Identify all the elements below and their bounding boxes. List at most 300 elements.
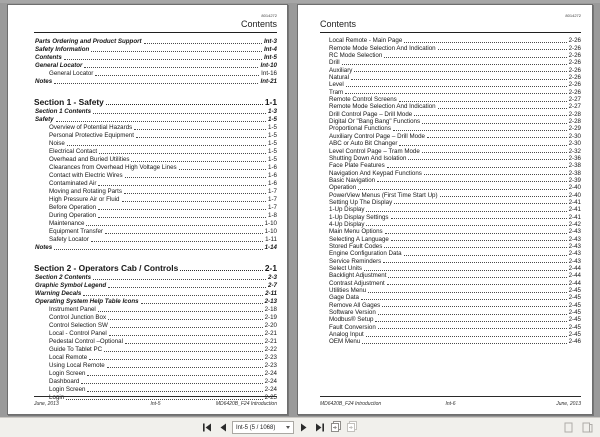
toc-entry-label: Pedestal Control –Optional bbox=[49, 338, 123, 345]
dot-leader bbox=[54, 249, 262, 250]
page-title-right: Contents bbox=[320, 19, 357, 29]
dot-leader bbox=[91, 241, 263, 242]
toc-row[interactable] bbox=[320, 184, 581, 191]
toc-entry-label: Login bbox=[49, 394, 65, 401]
toc-row[interactable] bbox=[320, 66, 581, 73]
toc-entry-page: 1-5 bbox=[268, 132, 277, 139]
toc-row[interactable] bbox=[320, 191, 581, 198]
dot-leader bbox=[107, 367, 263, 368]
footer-doc-title: MD6420B_F24 Introduction bbox=[215, 401, 277, 407]
toc-row[interactable] bbox=[320, 132, 581, 139]
toc-row[interactable] bbox=[34, 361, 277, 369]
toc-row[interactable] bbox=[320, 331, 581, 338]
toc-entry-label: Moving and Rotating Parts bbox=[49, 188, 122, 195]
toc-entry-label: Auxiliary bbox=[329, 66, 353, 74]
dot-leader bbox=[98, 185, 266, 186]
toc-row[interactable] bbox=[34, 139, 277, 147]
toc-entry-page: 2-45 bbox=[568, 287, 581, 295]
toc-entry-label: Remote Mode Selection And Indication bbox=[329, 103, 436, 111]
toc-entry-label: Navigation And Keypad Functions bbox=[329, 169, 422, 177]
footer-date: June, 2013 bbox=[34, 401, 59, 407]
toc-row[interactable] bbox=[34, 171, 277, 179]
toc-row[interactable] bbox=[320, 323, 581, 330]
toc-row[interactable] bbox=[320, 147, 581, 154]
toc-entry-label: Level Control Page – Tram Mode bbox=[329, 147, 420, 155]
toc-row[interactable] bbox=[34, 163, 277, 171]
toc-entry-page: 2-45 bbox=[568, 294, 581, 302]
toc-row[interactable] bbox=[320, 125, 581, 132]
toc-entry-label: Local Remote bbox=[49, 354, 88, 361]
toc-entry-page: 2-43 bbox=[568, 257, 581, 265]
page-footer-left bbox=[34, 396, 277, 407]
toc-entry-page: 1-7 bbox=[268, 204, 277, 211]
dot-leader bbox=[382, 306, 566, 307]
toc-row[interactable] bbox=[320, 228, 581, 235]
toc-entry-label: Contrast Adjustment bbox=[329, 279, 385, 287]
toc-row[interactable] bbox=[320, 74, 581, 81]
toc-entry-page: 2-23 bbox=[264, 354, 277, 361]
toc-entry-label: Contact with Electric Wires bbox=[49, 172, 123, 179]
toc-entry-page: 1-1 bbox=[264, 97, 277, 107]
toc-row[interactable] bbox=[34, 115, 277, 123]
dot-leader bbox=[399, 145, 566, 146]
dot-leader bbox=[141, 303, 263, 304]
dot-leader bbox=[67, 145, 266, 146]
dot-leader bbox=[134, 129, 266, 130]
dot-leader bbox=[87, 375, 262, 376]
toc-row[interactable] bbox=[320, 103, 581, 110]
next-view-icon bbox=[346, 420, 358, 435]
dot-leader bbox=[385, 233, 567, 234]
next-page-icon bbox=[300, 420, 308, 435]
toc-row[interactable] bbox=[34, 251, 277, 256]
next-view-button[interactable] bbox=[345, 421, 358, 434]
toc-row[interactable] bbox=[34, 147, 277, 155]
toc-entry-label: Notes bbox=[35, 78, 53, 85]
toc-row[interactable] bbox=[320, 52, 581, 59]
previous-view-icon bbox=[330, 420, 342, 435]
toc-row[interactable] bbox=[34, 321, 277, 329]
toc-entry-label: ABC or Auto Bit Changer bbox=[329, 140, 398, 148]
toc-entry-page: 2-40 bbox=[568, 191, 581, 199]
toc-row[interactable] bbox=[320, 118, 581, 125]
toc-entry-label: Auxiliary Control Page – Drill Mode bbox=[329, 132, 425, 140]
dot-leader bbox=[104, 351, 263, 352]
toc-row[interactable] bbox=[320, 287, 581, 294]
document-page-right bbox=[297, 4, 593, 415]
toc-entry-label: During Operation bbox=[49, 212, 97, 219]
dot-leader bbox=[83, 295, 263, 296]
dot-leader bbox=[378, 328, 567, 329]
dot-leader bbox=[364, 270, 567, 271]
dot-leader bbox=[399, 101, 567, 102]
toc-entry-label: Remote Control Screens bbox=[329, 96, 397, 104]
toc-row[interactable] bbox=[34, 369, 277, 377]
toc-row[interactable] bbox=[320, 221, 581, 228]
toc-entry-page: 2-38 bbox=[568, 169, 581, 177]
last-page-button[interactable] bbox=[313, 421, 326, 434]
dot-leader bbox=[391, 218, 567, 219]
toc-entry-page: Int-4 bbox=[263, 46, 277, 53]
toc-row[interactable] bbox=[320, 257, 581, 264]
toc-row[interactable] bbox=[34, 195, 277, 203]
toc-entry-label: Parts Ordering and Product Support bbox=[35, 38, 142, 45]
toc-row[interactable] bbox=[320, 309, 581, 316]
toc-entry-label: Overview of Potential Hazards bbox=[49, 124, 133, 131]
toc-entry-page: 2-19 bbox=[264, 314, 277, 321]
toc-row[interactable] bbox=[320, 199, 581, 206]
dot-leader bbox=[125, 343, 263, 344]
toc-list-right bbox=[320, 37, 581, 345]
toc-entry-label: Notes bbox=[35, 244, 53, 251]
toc-entry-label: 4-Up Display bbox=[329, 220, 365, 228]
chevron-down-icon bbox=[286, 426, 290, 429]
toc-entry-label: Backlight Adjustment bbox=[329, 272, 387, 280]
toc-entry-page: 2-22 bbox=[264, 346, 277, 353]
dot-leader bbox=[414, 115, 566, 116]
toc-row[interactable] bbox=[320, 88, 581, 95]
toc-entry-page: 1-5 bbox=[268, 156, 277, 163]
dot-leader bbox=[366, 336, 567, 337]
toc-row[interactable] bbox=[34, 37, 277, 45]
toc-entry-label: Instrument Panel bbox=[49, 306, 96, 313]
dot-leader bbox=[106, 104, 263, 105]
toc-entry-label: Analog Input bbox=[329, 331, 364, 339]
toc-entry-label: Service Reminders bbox=[329, 257, 382, 265]
toc-entry-page: 1-10 bbox=[264, 220, 277, 227]
toc-entry-page: 2-7 bbox=[268, 282, 277, 289]
toc-entry-label: Stored Fault Codes bbox=[329, 242, 383, 250]
toc-row[interactable] bbox=[34, 273, 277, 281]
facing-pages-layout-button[interactable] bbox=[581, 422, 594, 435]
dot-leader bbox=[383, 262, 566, 263]
toc-row[interactable] bbox=[34, 353, 277, 361]
previous-page-button[interactable] bbox=[216, 421, 229, 434]
toc-entry-page: Int-3 bbox=[263, 38, 277, 45]
dot-leader bbox=[180, 270, 263, 271]
dot-leader bbox=[358, 189, 566, 190]
toc-entry-label: Fault Conversion bbox=[329, 323, 376, 331]
toc-entry-label: 1-Up Display Settings bbox=[329, 213, 389, 221]
toc-row[interactable] bbox=[320, 301, 581, 308]
dot-leader bbox=[354, 71, 566, 72]
toc-entry-page: 2-45 bbox=[568, 309, 581, 317]
toc-entry-label: Control Junction Box bbox=[49, 314, 107, 321]
toc-entry-label: Local - Control Panel bbox=[49, 330, 107, 337]
toc-entry-page: 2-11 bbox=[265, 290, 277, 297]
toc-row[interactable] bbox=[320, 140, 581, 147]
toc-row[interactable] bbox=[34, 61, 277, 69]
page-footer-right bbox=[320, 396, 581, 407]
toc-entry-label: PowerView Menus (First Time Start Up) bbox=[329, 191, 438, 199]
toc-entry-label: Safety Locator bbox=[49, 236, 89, 243]
dot-leader bbox=[81, 383, 262, 384]
toc-entry-label: Section 1 - Safety bbox=[34, 97, 104, 107]
toc-entry-label: Drill Control Page – Drill Mode bbox=[329, 110, 413, 118]
dot-leader bbox=[391, 240, 567, 241]
toc-entry-page: 2-41 bbox=[568, 198, 581, 206]
toc-row[interactable] bbox=[34, 179, 277, 187]
dot-leader bbox=[393, 130, 567, 131]
toc-entry-page: 2-26 bbox=[568, 37, 581, 45]
dot-leader bbox=[125, 177, 266, 178]
toc-entry-page: 2-42 bbox=[568, 220, 581, 228]
toc-entry-page: 2-38 bbox=[568, 162, 581, 170]
toc-entry-page: 2-13 bbox=[264, 298, 277, 305]
toc-entry-page: 1-5 bbox=[268, 148, 277, 155]
toc-entry-label: Guide To Tablet PC bbox=[49, 346, 103, 353]
toc-entry-label: Digital Or "Bang Bang" Functions bbox=[329, 118, 421, 126]
toc-entry-page: 2-26 bbox=[568, 81, 581, 89]
toc-entry-label: Section 1 Contents bbox=[35, 108, 92, 115]
toc-entry-label: Modbus® Setup bbox=[329, 316, 374, 324]
dot-leader bbox=[422, 123, 567, 124]
toc-row[interactable] bbox=[34, 235, 277, 243]
dot-leader bbox=[95, 75, 259, 76]
toc-row[interactable] bbox=[34, 95, 277, 107]
toc-entry-page: 2-21 bbox=[264, 338, 277, 345]
toc-entry-label: Drill bbox=[329, 59, 340, 67]
toc-entry-label: Maintenance bbox=[49, 220, 85, 227]
dot-leader bbox=[91, 51, 262, 52]
toc-row[interactable] bbox=[320, 81, 581, 88]
dot-leader bbox=[404, 42, 566, 43]
toc-entry-label: Section 2 - Operators Cab / Controls bbox=[34, 263, 179, 273]
toc-entry-label: RC Mode Selection bbox=[329, 52, 383, 60]
toc-entry-label: Using Local Remote bbox=[49, 362, 105, 369]
toc-entry-page: 2-32 bbox=[568, 147, 581, 155]
next-page-button[interactable] bbox=[297, 421, 310, 434]
toc-entry-page: Int-10 bbox=[260, 62, 277, 69]
toc-row[interactable] bbox=[34, 203, 277, 211]
dot-leader bbox=[424, 174, 567, 175]
toc-row[interactable] bbox=[320, 155, 581, 162]
toc-row[interactable] bbox=[320, 59, 581, 66]
toc-row[interactable] bbox=[320, 265, 581, 272]
toc-row[interactable] bbox=[34, 281, 277, 289]
toc-entry-label: OEM Menu bbox=[329, 338, 361, 346]
toc-row[interactable] bbox=[320, 272, 581, 279]
dot-leader bbox=[98, 311, 263, 312]
toc-row[interactable] bbox=[34, 345, 277, 353]
toc-entry-page: 2-27 bbox=[568, 103, 581, 111]
toc-entry-page: 1-6 bbox=[268, 180, 277, 187]
toc-entry-page: 2-43 bbox=[568, 250, 581, 258]
toc-entry-page: 2-45 bbox=[568, 316, 581, 324]
toc-entry-label: Local Remote - Main Page bbox=[329, 37, 403, 45]
toc-entry-label: Natural bbox=[329, 74, 349, 82]
toc-entry-label: Shutting Down And Isolation bbox=[329, 154, 407, 162]
toc-entry-label: General Locator bbox=[35, 62, 83, 69]
toc-row[interactable] bbox=[320, 96, 581, 103]
toc-entry-page: 1-11 bbox=[265, 236, 277, 243]
dot-leader bbox=[361, 299, 567, 300]
toc-row[interactable] bbox=[34, 123, 277, 131]
toc-entry-page: 2-26 bbox=[568, 88, 581, 96]
toc-entry-label: Clearances from Overhead High Voltage Lines bbox=[49, 164, 177, 171]
toc-entry-label: Selecting A Language bbox=[329, 235, 389, 243]
toc-entry-label: Section 2 Contents bbox=[35, 274, 92, 281]
toc-entry-page: 2-26 bbox=[568, 52, 581, 60]
toc-row[interactable] bbox=[34, 53, 277, 61]
dot-leader bbox=[378, 314, 567, 315]
toc-entry-page: 1-5 bbox=[268, 140, 277, 147]
toc-entry-page: 2-27 bbox=[568, 96, 581, 104]
first-page-icon bbox=[202, 420, 212, 435]
first-page-button[interactable] bbox=[200, 421, 213, 434]
dot-leader bbox=[346, 86, 567, 87]
dot-leader bbox=[362, 343, 566, 344]
dot-leader bbox=[109, 335, 263, 336]
toc-row[interactable] bbox=[320, 169, 581, 176]
toc-row[interactable] bbox=[34, 131, 277, 139]
toc-entry-page: 1-3 bbox=[268, 108, 277, 115]
toc-row[interactable] bbox=[34, 261, 277, 273]
toc-entry-label: Personal Protective Equipment bbox=[49, 132, 134, 139]
dot-leader bbox=[105, 233, 263, 234]
toc-row[interactable] bbox=[320, 250, 581, 257]
toc-entry-label: Contents bbox=[35, 54, 62, 61]
toc-row[interactable] bbox=[320, 316, 581, 323]
toc-entry-page: 2-44 bbox=[568, 265, 581, 272]
doc-code-left: 8014272 bbox=[261, 13, 277, 18]
toc-row[interactable] bbox=[34, 305, 277, 313]
toc-row[interactable] bbox=[34, 377, 277, 385]
dot-leader bbox=[377, 181, 567, 182]
toc-entry-label: Tram bbox=[329, 88, 344, 96]
toc-entry-page: 1-7 bbox=[268, 188, 277, 195]
toc-row[interactable] bbox=[320, 235, 581, 242]
toc-entry-page: 2-20 bbox=[264, 322, 277, 329]
toc-entry-page: Int-16 bbox=[261, 70, 277, 77]
dot-leader bbox=[98, 217, 266, 218]
dot-leader bbox=[179, 169, 266, 170]
dot-leader bbox=[54, 83, 258, 84]
toc-row[interactable] bbox=[34, 77, 277, 85]
toc-entry-page: 2-30 bbox=[568, 140, 581, 148]
toc-entry-label: Noise bbox=[49, 140, 65, 147]
toc-entry-label: Equipment Transfer bbox=[49, 228, 103, 235]
toc-entry-page: 2-26 bbox=[568, 74, 581, 82]
toc-entry-page: 2-26 bbox=[568, 59, 581, 67]
toc-entry-page: 2-24 bbox=[264, 378, 277, 385]
toc-row[interactable] bbox=[320, 243, 581, 250]
toc-entry-page: 1-14 bbox=[264, 244, 277, 251]
toc-row[interactable] bbox=[34, 313, 277, 321]
toc-row[interactable] bbox=[34, 219, 277, 227]
dot-leader bbox=[375, 321, 566, 322]
toc-entry-page: 2-21 bbox=[264, 330, 277, 337]
toc-entry-label: Proportional Functions bbox=[329, 125, 391, 133]
previous-view-button[interactable] bbox=[329, 421, 342, 434]
toc-entry-label: Remote Mode Selection And Indication bbox=[329, 44, 436, 52]
toc-row[interactable] bbox=[34, 227, 277, 235]
toc-row[interactable] bbox=[320, 177, 581, 184]
viewer-toolbar bbox=[0, 417, 600, 437]
toc-row[interactable] bbox=[34, 69, 277, 77]
toc-entry-label: Select Units bbox=[329, 265, 363, 272]
dot-leader bbox=[110, 327, 263, 328]
dot-leader bbox=[87, 391, 262, 392]
toc-row[interactable] bbox=[34, 329, 277, 337]
toc-row[interactable] bbox=[34, 107, 277, 115]
toc-row[interactable] bbox=[320, 213, 581, 220]
toc-row[interactable] bbox=[320, 338, 581, 345]
toc-entry-label: Before Operation bbox=[49, 204, 97, 211]
toc-row[interactable] bbox=[34, 187, 277, 195]
toc-row[interactable] bbox=[320, 294, 581, 301]
toc-entry-page: 2-26 bbox=[568, 66, 581, 74]
dot-leader bbox=[366, 225, 566, 226]
dot-leader bbox=[384, 57, 566, 58]
toc-entry-label: Operation bbox=[329, 184, 357, 192]
toc-entry-page: 2-46 bbox=[568, 338, 581, 346]
dot-leader bbox=[99, 153, 266, 154]
toc-row[interactable] bbox=[34, 385, 277, 393]
toc-entry-label: Safety Information bbox=[35, 46, 90, 53]
toc-row[interactable] bbox=[320, 206, 581, 213]
single-page-layout-button[interactable] bbox=[562, 422, 575, 435]
dot-leader bbox=[56, 121, 266, 122]
single-page-icon bbox=[564, 421, 573, 436]
toc-row[interactable] bbox=[34, 85, 277, 90]
toc-row[interactable] bbox=[320, 279, 581, 286]
toc-entry-label: Gage Data bbox=[329, 294, 359, 302]
toc-entry-page: 2-23 bbox=[264, 362, 277, 369]
toc-row[interactable] bbox=[34, 211, 277, 219]
toc-entry-label: Dashboard bbox=[49, 378, 80, 385]
dot-leader bbox=[342, 64, 567, 65]
toc-entry-page: 2-40 bbox=[568, 184, 581, 192]
dot-leader bbox=[89, 359, 262, 360]
dot-leader bbox=[108, 319, 263, 320]
toc-entry-page: 2-3 bbox=[268, 274, 277, 281]
dot-leader bbox=[427, 137, 567, 138]
toc-row[interactable] bbox=[320, 162, 581, 169]
toc-row[interactable] bbox=[320, 110, 581, 117]
toc-entry-label: General Locator bbox=[49, 70, 94, 77]
toc-row[interactable] bbox=[34, 243, 277, 251]
toc-row[interactable] bbox=[34, 45, 277, 53]
toc-entry-page: 2-43 bbox=[568, 242, 581, 250]
page-number-combobox[interactable] bbox=[232, 421, 294, 434]
dot-leader bbox=[122, 201, 267, 202]
toc-entry-page: 1-5 bbox=[268, 124, 277, 131]
toc-row[interactable] bbox=[320, 37, 581, 44]
toc-entry-page: 2-36 bbox=[568, 154, 581, 162]
toc-row[interactable] bbox=[34, 297, 277, 305]
toc-entry-page: 2-39 bbox=[568, 176, 581, 184]
dot-leader bbox=[108, 287, 266, 288]
toc-entry-label: Utilities Menu bbox=[329, 287, 367, 295]
toc-entry-page: 2-43 bbox=[568, 228, 581, 236]
toc-row[interactable] bbox=[34, 337, 277, 345]
footer-page-number: Int-5 bbox=[150, 401, 161, 407]
toc-entry-page: Int-5 bbox=[263, 54, 277, 61]
toc-entry-page: 2-1 bbox=[264, 263, 277, 273]
footer-date: June, 2013 bbox=[556, 401, 581, 407]
footer-page-number: Int-6 bbox=[445, 401, 456, 407]
previous-page-icon bbox=[219, 420, 227, 435]
dot-leader bbox=[388, 277, 566, 278]
toc-row[interactable] bbox=[320, 44, 581, 51]
toc-row[interactable] bbox=[34, 155, 277, 163]
toc-list-left bbox=[34, 37, 277, 401]
toc-entry-page: 2-24 bbox=[264, 370, 277, 377]
toc-entry-label: Overhead and Buried Utilities bbox=[49, 156, 130, 163]
toc-row[interactable] bbox=[34, 289, 277, 297]
dot-leader bbox=[438, 108, 567, 109]
